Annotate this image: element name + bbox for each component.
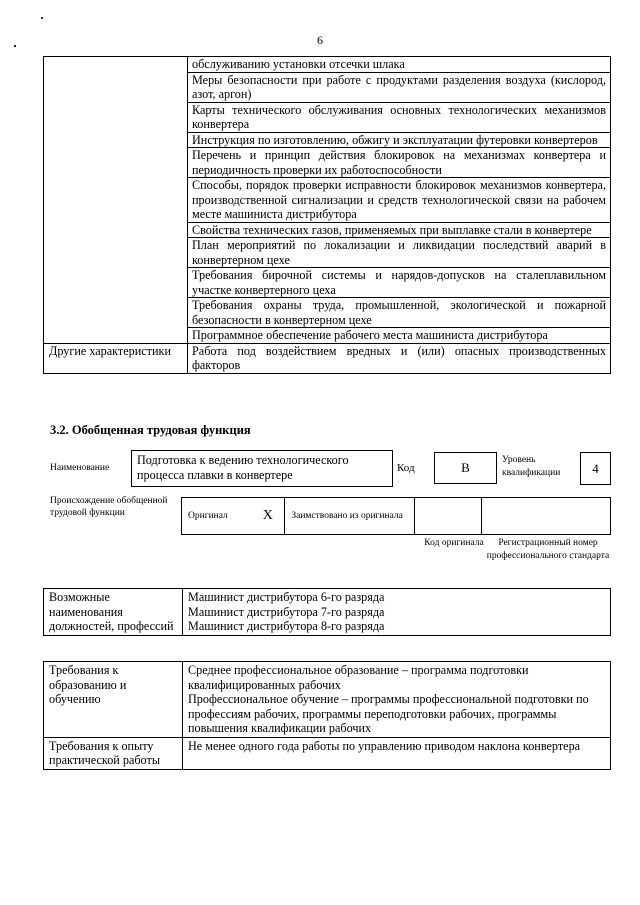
name-label: Наименование [50, 463, 110, 473]
row-text-cell: Требования охраны труда, промышленной, экологической и пожарной безопасности в конвертерном цехе [188, 298, 611, 328]
level-label: Уровень квалификации [502, 455, 561, 478]
positions-label: Возможные наименования должностей, профессий [44, 589, 183, 636]
list-item: Машинист дистрибутора 8-го разряда [188, 619, 385, 633]
borrowed-label: Заимствовано из оригинала [285, 498, 414, 535]
table-row [44, 57, 611, 73]
experience-value: Не менее одного года работы по управлению приводом наклона конвертера [183, 737, 611, 769]
list-item: Машинист дистрибутора 6-го разряда [188, 590, 385, 604]
list-item: Среднее профессиональное образование – программа подготовки квалифицированных рабочих [188, 663, 529, 692]
row-label-cell: Другие характеристики [44, 343, 188, 373]
row-text-cell: Инструкция по изготовлению, обжигу и эксплуатации футеровки конвертеров [188, 132, 611, 148]
code-field: B [434, 452, 497, 484]
level-field: 4 [580, 452, 611, 485]
origin-label: Происхождение обобщенной трудовой функции [50, 496, 168, 518]
row-text-cell: Программное обеспечение рабочего места машиниста дистрибутора [188, 328, 611, 344]
row-text-cell: Перечень и принцип действия блокировок на механизмах конвертера и периодичность проверки их работоспособности [188, 148, 611, 178]
education-list [183, 662, 611, 738]
knowledge-table [43, 56, 611, 374]
section-heading: 3.2. Обобщенная трудовая функция [50, 423, 251, 437]
reg-number-caption: Регистрационный номер профессионального стандарта [486, 538, 610, 561]
function-name-field: Подготовка к ведению технологического процесса плавки в конвертере [131, 450, 393, 487]
code-original-cell [414, 498, 481, 535]
code-original-caption: Код оригинала [424, 538, 484, 548]
row-text-cell: Меры безопасности при работе с продуктами разделения воздуха (кислород, азот, аргон) [188, 72, 611, 102]
positions-list [183, 589, 611, 636]
origin-table [181, 497, 611, 535]
row-text-cell: Свойства технических газов, применяемых при выплавке стали в конвертере [188, 222, 611, 238]
row-text-cell: Требования бирочной системы и нарядов-допусков на сталеплавильном участке конвертерного цеха [188, 268, 611, 298]
row-text-cell: Работа под воздействием вредных и (или) опасных производственных факторов [188, 343, 611, 373]
page-number: 6 [317, 33, 323, 47]
row-label-cell [44, 57, 188, 344]
code-label: Код [397, 462, 415, 474]
row-text-cell: обслуживанию установки отсечки шлака [188, 57, 611, 73]
table-row [44, 343, 611, 373]
list-item: Машинист дистрибутора 7-го разряда [188, 604, 385, 619]
positions-table [43, 588, 611, 636]
requirements-table [43, 661, 611, 770]
experience-label: Требования к опыту практической работы [44, 737, 183, 769]
original-label: Оригинал [182, 498, 252, 535]
row-text-cell: Способы, порядок проверки исправности блокировок механизмов конвертера, производственной сигнализации и средств технологической связи на рабочем месте машиниста дистрибутора [188, 178, 611, 223]
reg-number-cell [481, 498, 610, 535]
original-mark: X [251, 498, 285, 535]
education-label: Требования к образованию и обучению [44, 662, 183, 738]
row-text-cell: Карты технического обслуживания основных технологических механизмов конвертера [188, 102, 611, 132]
row-text-cell: План мероприятий по локализации и ликвидации последствий аварий в конвертерном цехе [188, 238, 611, 268]
corner-mark [41, 17, 43, 19]
list-item: Профессиональное обучение – программы профессиональной подготовки по профессиям рабочих, программы переподготовки рабочих, программы повышения квалификации рабочих [188, 692, 589, 735]
